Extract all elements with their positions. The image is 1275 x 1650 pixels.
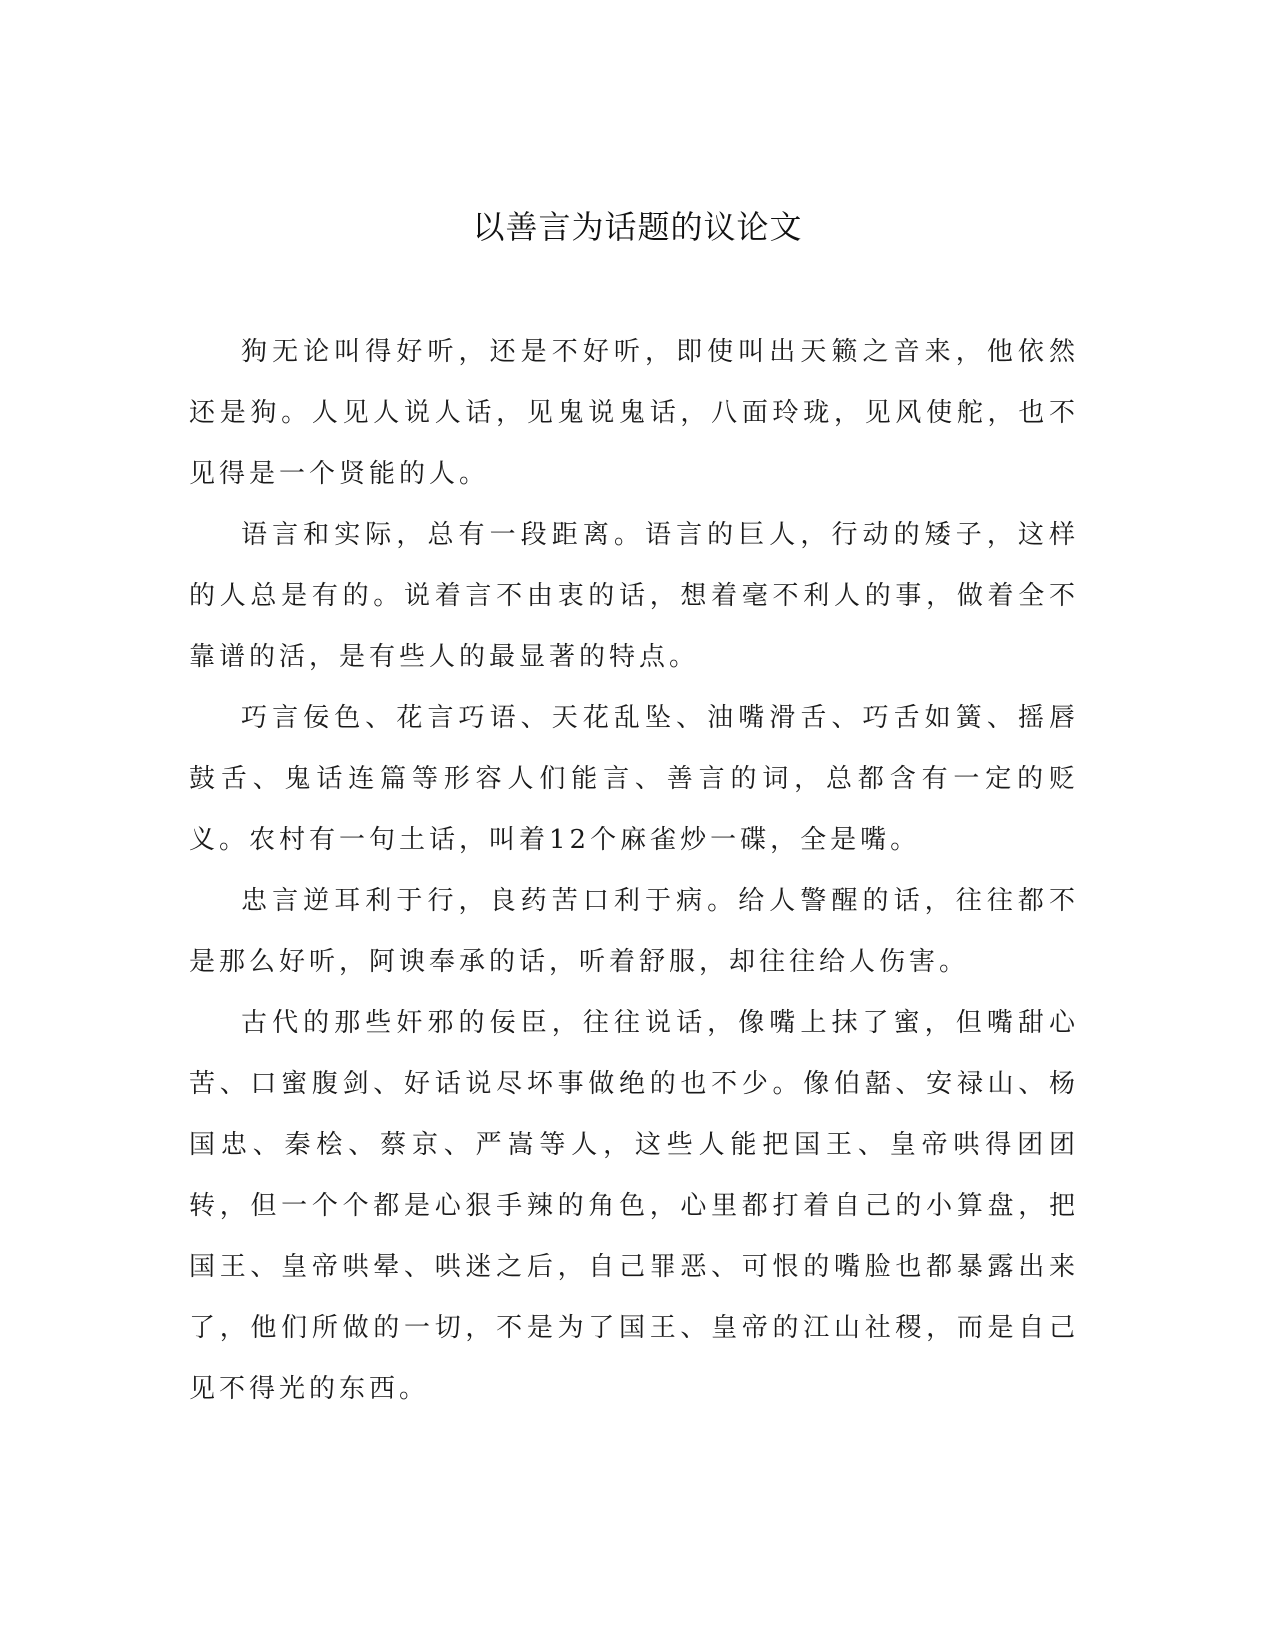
paragraph-1: 狗无论叫得好听，还是不好听，即使叫出天籁之音来，他依然还是狗。人见人说人话，见鬼说鬼话，八面玲珑，见风使舵，也不见得是一个贤能的人。: [189, 337, 1079, 489]
paragraph-5: 古代的那些奸邪的佞臣，往往说话，像嘴上抹了蜜，但嘴甜心苦、口蜜腹剑、好话说尽坏事做绝的也不少。像伯嚭、安禄山、杨国忠、秦桧、蔡京、严嵩等人，这些人能把国王、皇帝哄得团团转，但一个个都是心狠手辣的角色，心里都打着自己的小算盘，把国王、皇帝哄晕、哄迷之后，自己罪恶、可恨的嘴脸也都暴露出来了，他们所做的一切，不是为了国王、皇帝的江山社稷，而是自己见不得光的东西。: [189, 1008, 1079, 1404]
paragraph-4: 忠言逆耳利于行，良药苦口利于病。给人警醒的话，往往都不是那么好听，阿谀奉承的话，听着舒服，却往往给人伤害。: [189, 886, 1079, 977]
document-body: [189, 322, 1079, 1420]
document-title: 以善言为话题的议论文: [472, 208, 803, 246]
paragraph-2: 语言和实际，总有一段距离。语言的巨人，行动的矮子，这样的人总是有的。说着言不由衷的话，想着毫不利人的事，做着全不靠谱的活，是有些人的最显著的特点。: [189, 520, 1079, 672]
paragraph-3: 巧言佞色、花言巧语、天花乱坠、油嘴滑舌、巧舌如簧、摇唇鼓舌、鬼话连篇等形容人们能言、善言的词，总都含有一定的贬义。农村有一句土话，叫着12个麻雀炒一碟，全是嘴。: [189, 703, 1079, 855]
